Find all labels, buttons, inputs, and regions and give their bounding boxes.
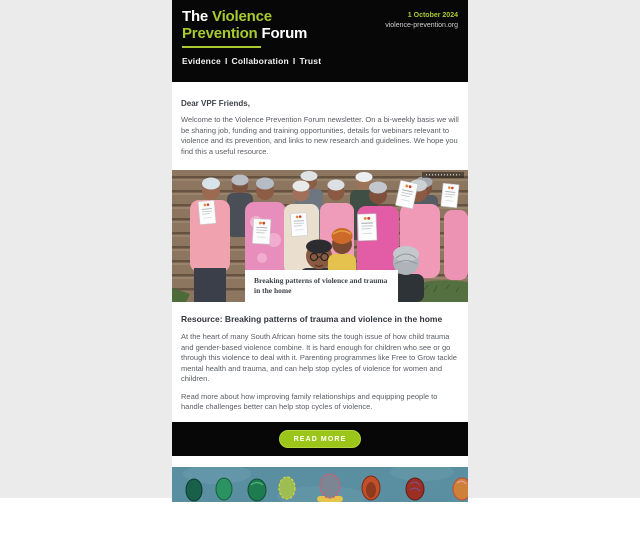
resource-paragraph-2: Read more about how improving family relationships and equipping people to handle challenges better can help stop cycles of violence. — [181, 391, 438, 411]
tagline-separator: I — [292, 56, 296, 66]
website-link[interactable]: violence-prevention.org — [385, 22, 458, 29]
brand-accent-underline — [182, 46, 261, 48]
greeting-text: Dear VPF Friends, — [181, 99, 250, 108]
newsletter-masthead — [172, 0, 468, 82]
intro-paragraph: Welcome to the Violence Prevention Forum newsletter. On a bi-weekly basis we will be sharing job, funding and training opportunities, details for webinars relevant to violence and its prevention, and links to new research and guidelines. We hope you find this a useful resource. — [181, 115, 459, 156]
title-word-violence: Violence — [212, 8, 272, 25]
issue-date: 1 October 2024 — [407, 12, 458, 19]
brand-title-block — [182, 9, 307, 48]
masthead-meta — [385, 9, 458, 29]
feature-photo-link[interactable] — [172, 170, 468, 302]
tagline-evidence: Evidence — [182, 56, 221, 66]
tagline-separator: I — [224, 56, 228, 66]
brand-title-line1 — [182, 9, 307, 42]
resource-paragraph-1: At the heart of many South African home sits the tough issue of how child trauma and gender-based violence combine. It is hard enough for children who see or go through this violence to deal with it. Parenting programmes like Free to Grow tackle mental health and trauma, and can help stop cycles of violence for women and children. — [181, 332, 457, 383]
section-spacer — [172, 456, 468, 467]
title-word-forum: Forum — [261, 24, 308, 42]
painted-heads-artwork — [172, 467, 468, 502]
tagline-trust: Trust — [299, 56, 322, 66]
photo-caption: Breaking patterns of violence and trauma in the home — [245, 270, 398, 302]
title-word-prevention: Prevention — [182, 24, 258, 42]
title-word-the: The — [182, 8, 209, 25]
newsletter-email-card — [172, 0, 468, 502]
read-more-button[interactable]: READ MORE — [279, 430, 362, 448]
tagline — [182, 56, 458, 66]
cta-band — [172, 422, 468, 456]
tagline-collaboration: Collaboration — [231, 56, 289, 66]
photo-credit — [422, 172, 464, 178]
resource-heading: Resource: Breaking patterns of trauma and violence in the home — [181, 314, 443, 324]
